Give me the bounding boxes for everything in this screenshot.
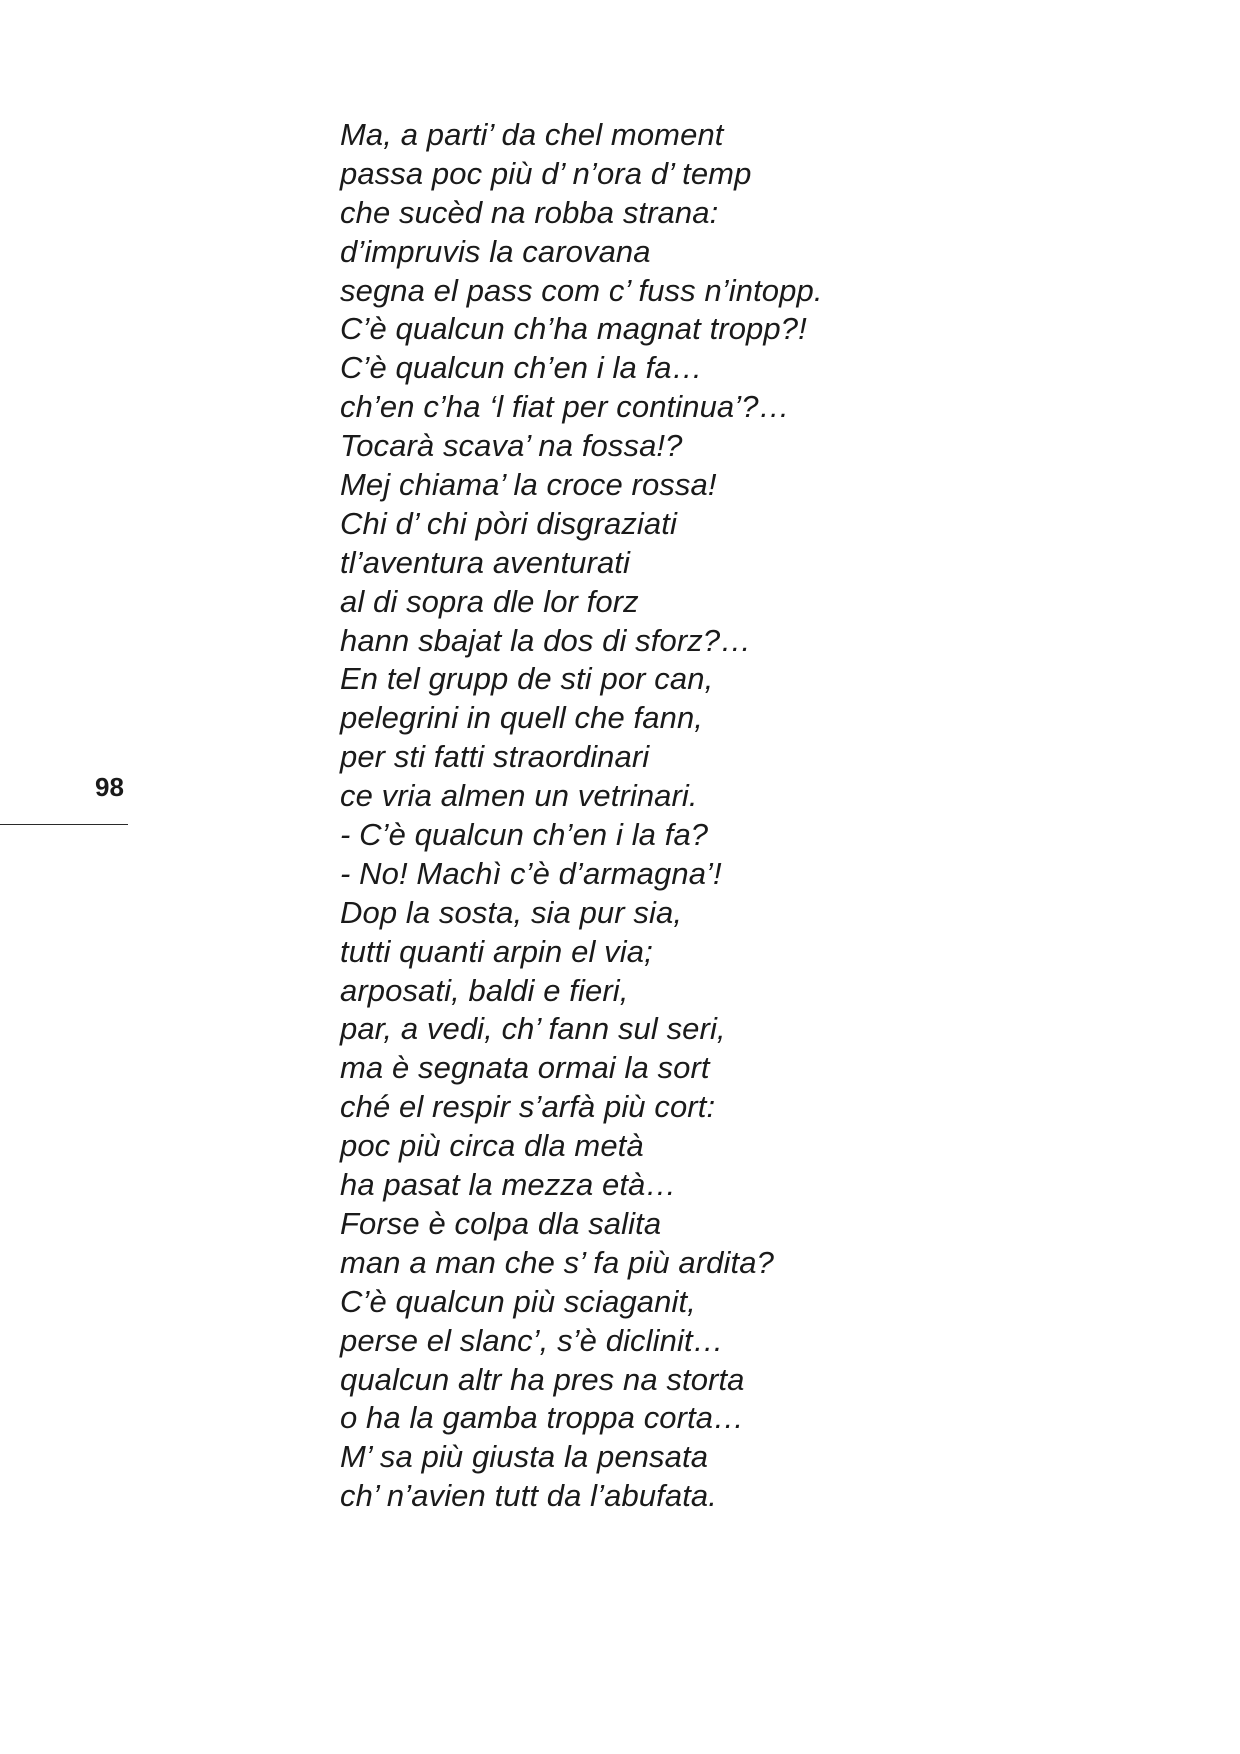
poem-line: per sti fatti straordinari [340,739,650,775]
poem-line: ma è segnata ormai la sort [340,1050,710,1086]
page-number-rule [0,824,128,825]
poem-line: - C’è qualcun ch’en i la fa? [340,817,709,853]
poem-line: Chi d’ chi pòri disgraziati [340,505,677,541]
poem-line: ch’ n’avien tutt da l’abufata. [340,1478,717,1514]
poem-line: qualcun altr ha pres na storta [340,1361,745,1397]
poem-line: Forse è colpa dla salita [340,1205,662,1241]
poem-line: tutti quanti arpin el via; [340,933,653,969]
poem-line: C’è qualcun ch’ha magnat tropp?! [340,311,807,347]
poem-line: d’impruvis la carovana [340,233,651,269]
poem-line: o ha la gamba troppa corta… [340,1400,745,1436]
poem-line: al di sopra dle lor forz [340,583,639,619]
poem-line: - No! Machì c’è d’armagna’! [340,855,722,891]
poem-line: poc più circa dla metà [340,1128,644,1164]
poem-line: par, a vedi, ch’ fann sul seri, [340,1011,726,1047]
poem-line: C’è qualcun ch’en i la fa… [340,350,703,386]
poem-line: passa poc più d’ n’ora d’ temp [340,155,752,191]
poem-line: pelegrini in quell che fann, [340,700,703,736]
poem-line: Dop la sosta, sia pur sia, [340,894,683,930]
poem-line: perse el slanc’, s’è diclinit… [340,1322,724,1358]
poem-body [340,116,823,1516]
poem-line: segna el pass com c’ fuss n’intopp. [340,272,823,308]
poem-line: Ma, a parti’ da chel moment [340,117,724,152]
poem-line: tl’aventura aventurati [340,544,630,580]
poem-line: ché el respir s’arfà più cort: [340,1089,716,1125]
page-number: 98 [95,772,124,802]
poem-line: C’è qualcun più sciaganit, [340,1283,696,1319]
poem-line: man a man che s’ fa più ardita? [340,1244,774,1280]
poem-line: arposati, baldi e fieri, [340,972,629,1008]
poem-line: Mej chiama’ la croce rossa! [340,467,717,503]
poem-line: ha pasat la mezza età… [340,1167,677,1203]
poem-line: En tel grupp de sti por can, [340,661,714,697]
poem-line: hann sbajat la dos di sforz?… [340,622,752,658]
poem-line: M’ sa più giusta la pensata [340,1439,709,1475]
poem-line: che sucèd na robba strana: [340,194,719,230]
poem-line: ch’en c’ha ‘l fiat per continua’?… [340,389,790,425]
poem-line: ce vria almen un vetrinari. [340,778,698,814]
poem-line: Tocarà scava’ na fossa!? [340,428,683,464]
